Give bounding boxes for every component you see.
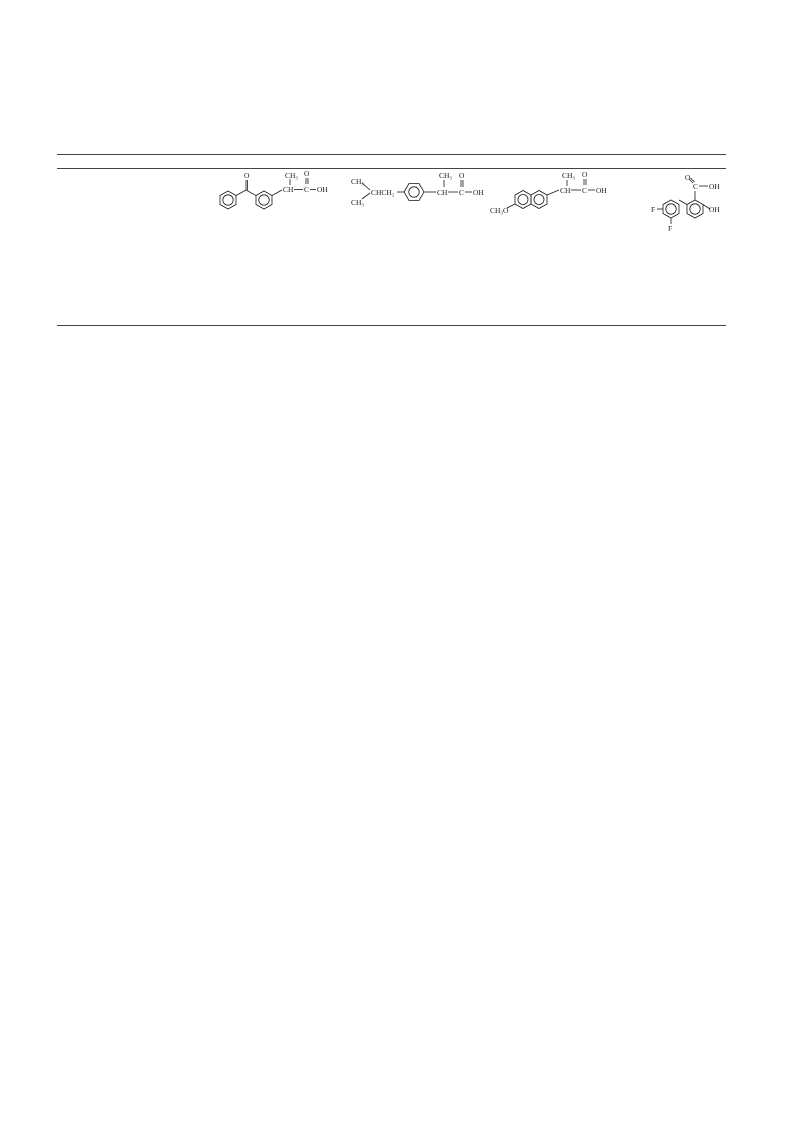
methine-label: CH [283, 185, 294, 194]
carbonyl-carbon: C [582, 186, 588, 195]
chemical-structure-1 [210, 168, 340, 218]
methyl-label: CH₃ [439, 171, 453, 180]
aromatic-circle [409, 187, 419, 197]
fluoro-para-label: F [651, 205, 656, 214]
aromatic-circle [534, 195, 544, 205]
chemical-structure-2 [348, 168, 493, 218]
methoxy-label: CH₃O [490, 206, 509, 215]
phenyl-ring [256, 191, 272, 209]
table-bottom-rule [57, 325, 726, 326]
naphthalene-ring [531, 191, 547, 209]
aromatic-circle [666, 204, 676, 214]
ketone-oxygen: O [244, 171, 250, 180]
methine-label: CH [437, 188, 448, 197]
methine-label: CH [560, 186, 571, 195]
hydroxyl-label: OH [473, 188, 484, 197]
hydroxyl-label: OH [317, 185, 328, 194]
methyl-label: CH₃ [562, 171, 576, 180]
carbonyl-oxygen: O [459, 171, 465, 180]
carbonyl-carbon: C [693, 182, 699, 191]
methyl-top-label: CH₃ [351, 177, 365, 186]
aromatic-circle [518, 195, 528, 205]
phenol-hydroxyl-label: OH [709, 205, 720, 214]
naphthalene-ring [515, 191, 531, 209]
aromatic-circle [690, 204, 700, 214]
chemical-structure-3 [488, 168, 628, 223]
acid-hydroxyl-label: OH [709, 182, 720, 191]
carbonyl-oxygen: O [582, 170, 588, 179]
table-top-rule [57, 154, 726, 155]
methyl-bottom-label: CH₃ [351, 198, 365, 207]
methyl-label: CH₃ [285, 171, 299, 180]
hydroxyl-label: OH [596, 186, 607, 195]
chemical-structure-4 [622, 168, 727, 263]
phenyl-ring [220, 191, 236, 209]
carbonyl-carbon: C [459, 188, 465, 197]
carbonyl-carbon: C [304, 185, 310, 194]
carbonyl-oxygen: O [304, 169, 310, 178]
phenyl-ring [404, 184, 424, 201]
aromatic-circle [259, 195, 269, 205]
carbonyl-oxygen: O [685, 173, 691, 182]
fluoro-ortho-label: F [668, 224, 673, 233]
isobutyl-chain-label: CHCH₂ [371, 188, 395, 197]
aromatic-circle [223, 195, 233, 205]
